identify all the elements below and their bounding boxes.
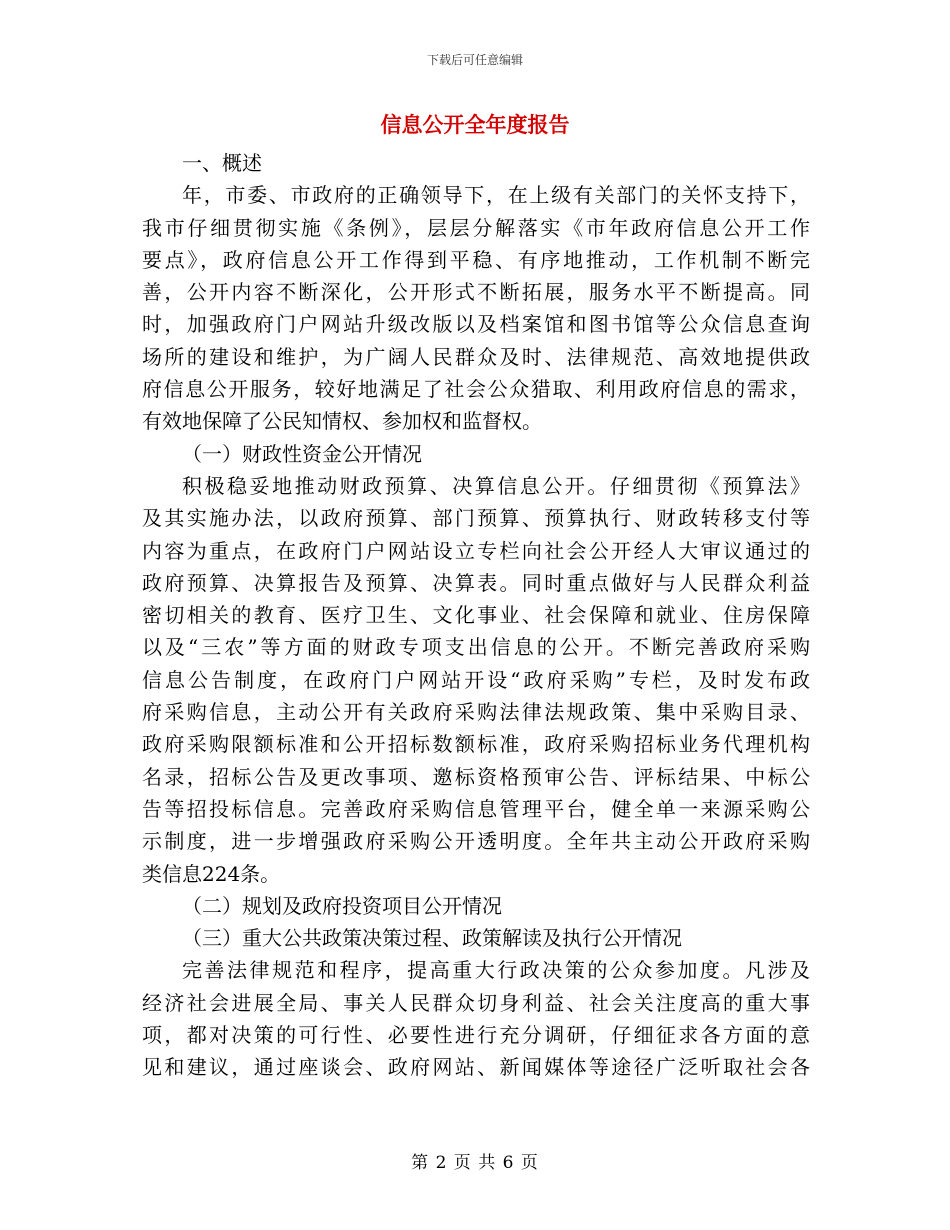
paragraph-line: 内容为重点，在政府门户网站设立专栏向社会公开经人大审议通过的 — [142, 538, 810, 563]
paragraph-line: 政府预算、决算报告及预算、决算表。同时重点做好与人民群众利益 — [142, 570, 810, 595]
paragraph-line: 密切相关的教育、医疗卫生、文化事业、社会保障和就业、住房保障 — [142, 603, 810, 628]
paragraph-line: 年，市委、市政府的正确领导下，在上级有关部门的关怀支持下， — [182, 183, 810, 208]
section-heading-overview: 一、概述 — [182, 151, 262, 175]
subheading-policy: （三）重大公共政策决策过程、政策解读及执行公开情况 — [182, 926, 682, 951]
paragraph-line: 经济社会进展全局、事关人民群众切身利益、社会关注度高的重大事 — [142, 990, 810, 1015]
paragraph-line: 类信息224条。 — [142, 861, 281, 886]
paragraph-line: 场所的建设和维护，为广阔人民群众及时、法律规范、高效地提供政 — [142, 344, 810, 369]
paragraph-finance — [142, 470, 810, 890]
paragraph-line: 信息公告制度，在政府门户网站开设“政府采购”专栏，及时发布政 — [142, 667, 810, 692]
paragraph-line: 我市仔细贯彻实施《条例》，层层分解落实《市年政府信息公开工作 — [142, 215, 810, 240]
paragraph-line: 时，加强政府门户网站升级改版以及档案馆和图书馆等公众信息查询 — [142, 312, 810, 337]
paragraph-line: 及其实施办法，以政府预算、部门预算、预算执行、财政转移支付等 — [142, 506, 810, 531]
subheading-planning: （二）规划及政府投资项目公开情况 — [182, 893, 502, 918]
paragraph-line: 有效地保障了公民知情权、参加权和监督权。 — [142, 409, 542, 434]
paragraph-overview — [142, 179, 810, 437]
paragraph-line: 要点》，政府信息公开工作得到平稳、有序地推动，工作机制不断完 — [142, 247, 810, 272]
paragraph-line: 见和建议，通过座谈会、政府网站、新闻媒体等途径广泛听取社会各 — [142, 1055, 810, 1080]
paragraph-line: 告等招投标信息。完善政府采购信息管理平台，健全单一来源采购公 — [142, 796, 810, 821]
paragraph-line: 府采购信息，主动公开有关政府采购法律法规政策、集中采购目录、 — [142, 700, 810, 725]
subheading-finance: （一）财政性资金公开情况 — [182, 441, 422, 466]
page-header-note: 下载后可任意编辑 — [426, 53, 523, 67]
paragraph-line: 以及“三农”等方面的财政专项支出信息的公开。不断完善政府采购 — [142, 635, 810, 660]
paragraph-line: 府信息公开服务，较好地满足了社会公众猎取、利用政府信息的需求， — [142, 377, 810, 402]
paragraph-line: 示制度，进一步增强政府采购公开透明度。全年共主动公开政府采购 — [142, 829, 810, 854]
paragraph-line: 善，公开内容不断深化，公开形式不断拓展，服务水平不断提高。同 — [142, 280, 810, 305]
paragraph-policy — [142, 954, 810, 1083]
document-body — [142, 147, 810, 1084]
paragraph-line: 积极稳妥地推动财政预算、决算信息公开。仔细贯彻《预算法》 — [182, 473, 810, 498]
paragraph-line: 政府采购限额标准和公开招标数额标准，政府采购招标业务代理机构 — [142, 732, 810, 757]
document-title: 信息公开全年度报告 — [380, 112, 570, 137]
paragraph-line: 完善法律规范和程序，提高重大行政决策的公众参加度。凡涉及 — [182, 958, 810, 983]
paragraph-line: 项，都对决策的可行性、必要性进行充分调研，仔细征求各方面的意 — [142, 1023, 810, 1048]
paragraph-line: 名录，招标公告及更改事项、邀标资格预审公告、评标结果、中标公 — [142, 764, 810, 789]
page-number-indicator: 第 2 页 共 6 页 — [411, 1153, 539, 1173]
